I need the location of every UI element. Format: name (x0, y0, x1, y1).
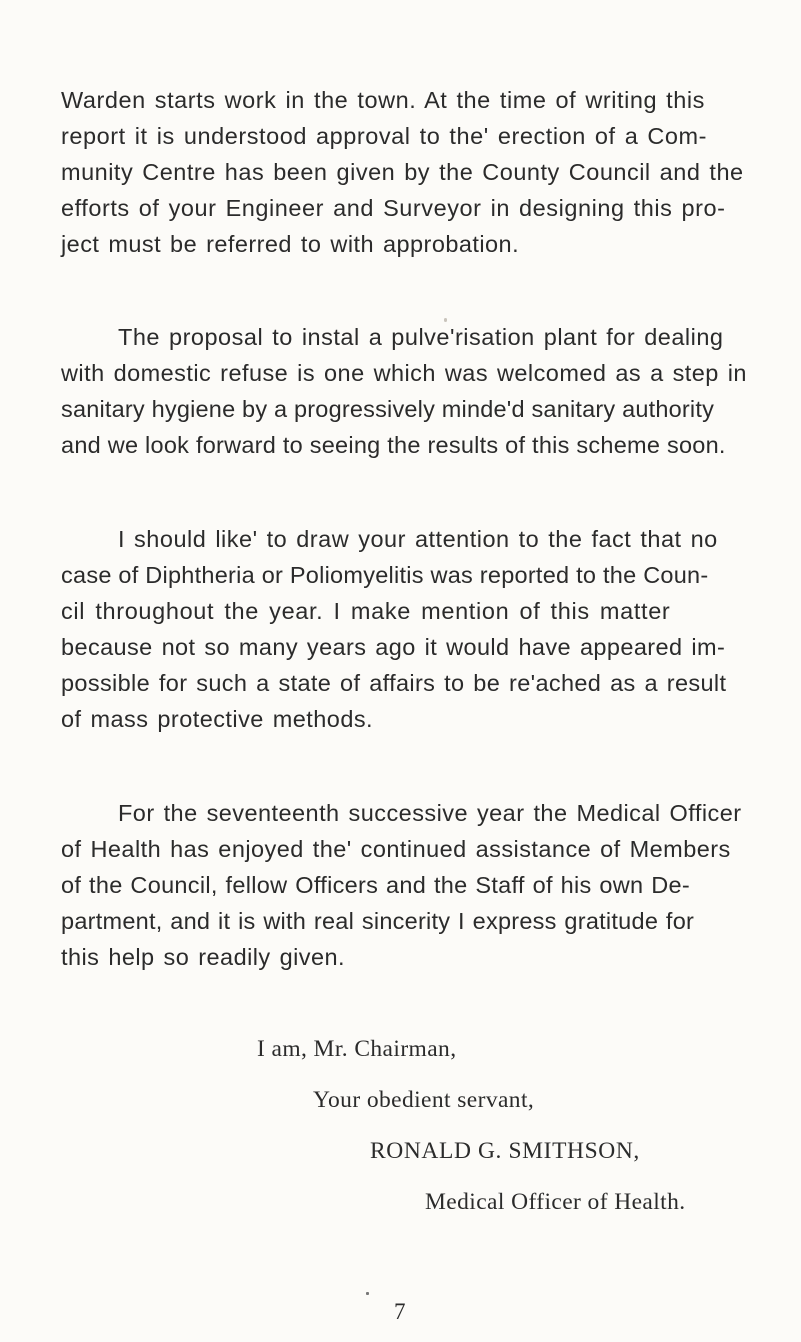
text-line: of the Council, fellow Officers and the Staff of his own De- (61, 872, 690, 898)
text-line: I should like' to draw your attention to the fact that no (118, 526, 718, 552)
text-line: sanitary hygiene by a progressively minde'd sanitary authority (61, 396, 715, 422)
text-line: possible for such a state of affairs to be re'ached as a result (61, 670, 727, 696)
text-line: of Health has enjoyed the' continued assistance of Members (61, 836, 731, 862)
valediction: Your obedient servant, (313, 1087, 535, 1113)
text-line: ject must be referred to with approbation. (61, 231, 520, 257)
text-line: and we look forward to seeing the results of this scheme soon. (61, 432, 726, 458)
text-line: cil throughout the year. I make mention of this matter (61, 598, 671, 624)
text-line: this help so readily given. (61, 944, 346, 970)
signatory-name: RONALD G. SMITHSON, (370, 1138, 640, 1164)
text-line: report it is understood approval to the' erection of a Com- (61, 123, 708, 149)
text-line: munity Centre has been given by the County Council and the (61, 159, 744, 185)
text-line: partment, and it is with real sincerity I express gratitude for (61, 908, 695, 934)
text-line: of mass protective methods. (61, 706, 374, 732)
text-line: For the seventeenth successive year the Medical Officer (118, 800, 742, 826)
signatory-title: Medical Officer of Health. (425, 1189, 686, 1215)
text-line: The proposal to instal a pulve'risation plant for dealing (118, 324, 724, 350)
page-number: 7 (394, 1299, 406, 1324)
text-line: efforts of your Engineer and Surveyor in designing this pro- (61, 195, 726, 221)
text-line: because not so many years ago it would have appeared im- (61, 634, 726, 660)
text-line: case of Diphtheria or Poliomyelitis was reported to the Coun- (61, 562, 709, 588)
text-line: with domestic refuse is one which was welcomed as a step in (61, 360, 747, 386)
salutation: I am, Mr. Chairman, (257, 1036, 457, 1062)
paper-mark (366, 1292, 369, 1295)
text-line: Warden starts work in the town. At the time of writing this (61, 87, 705, 113)
